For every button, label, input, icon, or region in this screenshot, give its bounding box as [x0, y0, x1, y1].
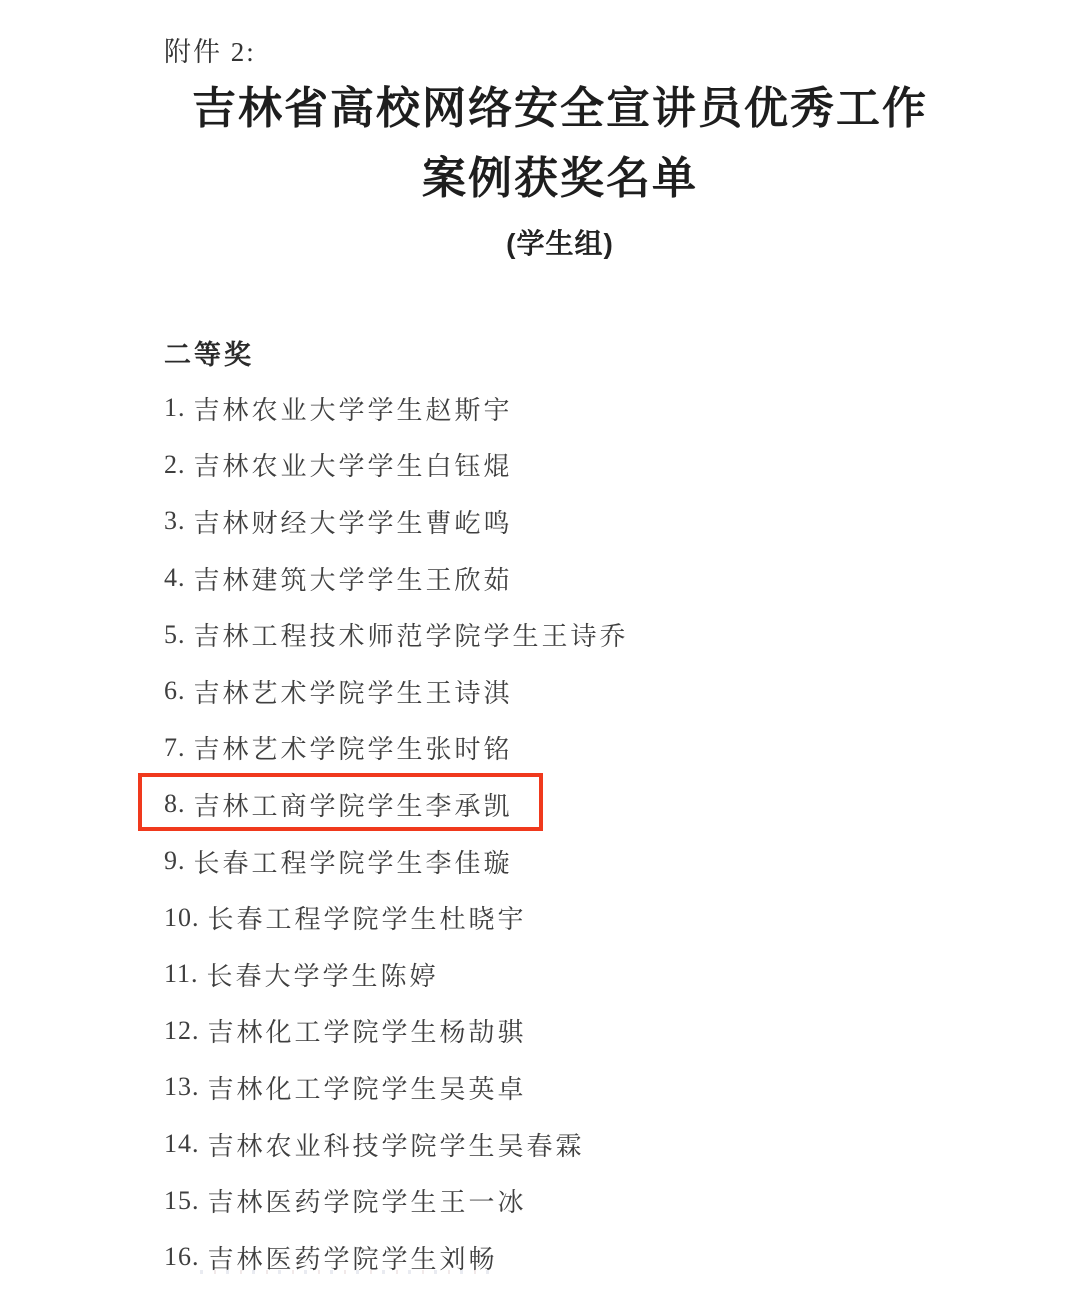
list-item: [164, 833, 1040, 890]
list-item: [164, 437, 1040, 494]
list-item-number: 16.: [164, 1242, 200, 1272]
list-item: [164, 550, 1040, 607]
list-item-number: 1.: [164, 393, 186, 423]
list-item-text: 吉林化工学院学生吴英卓: [207, 1074, 527, 1104]
list-item: [164, 946, 1040, 1003]
list-item-number: 4.: [164, 563, 186, 593]
list-item: [164, 606, 1040, 663]
list-item: [164, 380, 1040, 437]
list-item: [164, 889, 1040, 946]
award-list: [164, 380, 1040, 1286]
list-item-text: 吉林建筑大学学生王欣茹: [193, 565, 513, 595]
list-item-number: 10.: [164, 902, 200, 932]
list-item-highlighted: [164, 776, 1040, 833]
list-item-number: 7.: [164, 732, 186, 762]
list-item: [164, 493, 1040, 550]
list-item-number: 2.: [164, 449, 186, 479]
group-label: (学生组): [506, 228, 614, 259]
list-item-text: 吉林农业大学学生赵斯宇: [193, 395, 513, 425]
section-heading-second-prize: 二等奖: [164, 340, 254, 370]
list-item: [164, 1172, 1040, 1229]
cropped-next-line-artifact: [200, 1270, 500, 1274]
list-item-text: 长春工程学院学生李佳璇: [193, 848, 513, 878]
list-item: [164, 1003, 1040, 1060]
list-item-text: 长春工程学院学生杜晓宇: [207, 905, 527, 935]
list-item: [164, 1229, 1040, 1286]
list-item-text: 吉林工程技术师范学院学生王诗乔: [193, 622, 629, 652]
document-title-line1: 吉林省高校网络安全宣讲员优秀工作: [192, 83, 928, 134]
list-item-text: 长春大学学生陈婷: [206, 961, 439, 991]
list-item-text: 吉林工商学院学生李承凯: [193, 791, 513, 821]
list-item-number: 13.: [164, 1072, 200, 1102]
list-item-number: 3.: [164, 506, 186, 536]
list-item-text: 吉林化工学院学生杨劼骐: [207, 1018, 527, 1048]
document-title-line2: 案例获奖名单: [422, 153, 698, 204]
list-item-text: 吉林艺术学院学生张时铭: [193, 735, 513, 765]
list-item-text: 吉林医药学院学生刘畅: [207, 1244, 498, 1274]
list-item-number: 15.: [164, 1185, 200, 1215]
list-item-number: 6.: [164, 676, 186, 706]
list-item-number: 11.: [164, 959, 199, 989]
list-item-text: 吉林财经大学学生曹屹鸣: [193, 508, 513, 538]
list-item-number: 5.: [164, 619, 186, 649]
list-item: [164, 1059, 1040, 1116]
list-item: [164, 663, 1040, 720]
list-item-text: 吉林医药学院学生王一冰: [207, 1188, 527, 1218]
list-item-number: 9.: [164, 846, 186, 876]
list-item-text: 吉林艺术学院学生王诗淇: [193, 678, 513, 708]
list-item-number: 8.: [164, 789, 186, 819]
list-item: [164, 720, 1040, 777]
list-item-text: 吉林农业科技学院学生吴春霖: [207, 1131, 585, 1161]
list-item: [164, 1116, 1040, 1173]
attachment-label: 附件 2:: [164, 37, 256, 67]
list-item-number: 14.: [164, 1129, 200, 1159]
list-item-text: 吉林农业大学学生白钰焜: [193, 452, 513, 482]
list-item-number: 12.: [164, 1015, 200, 1045]
